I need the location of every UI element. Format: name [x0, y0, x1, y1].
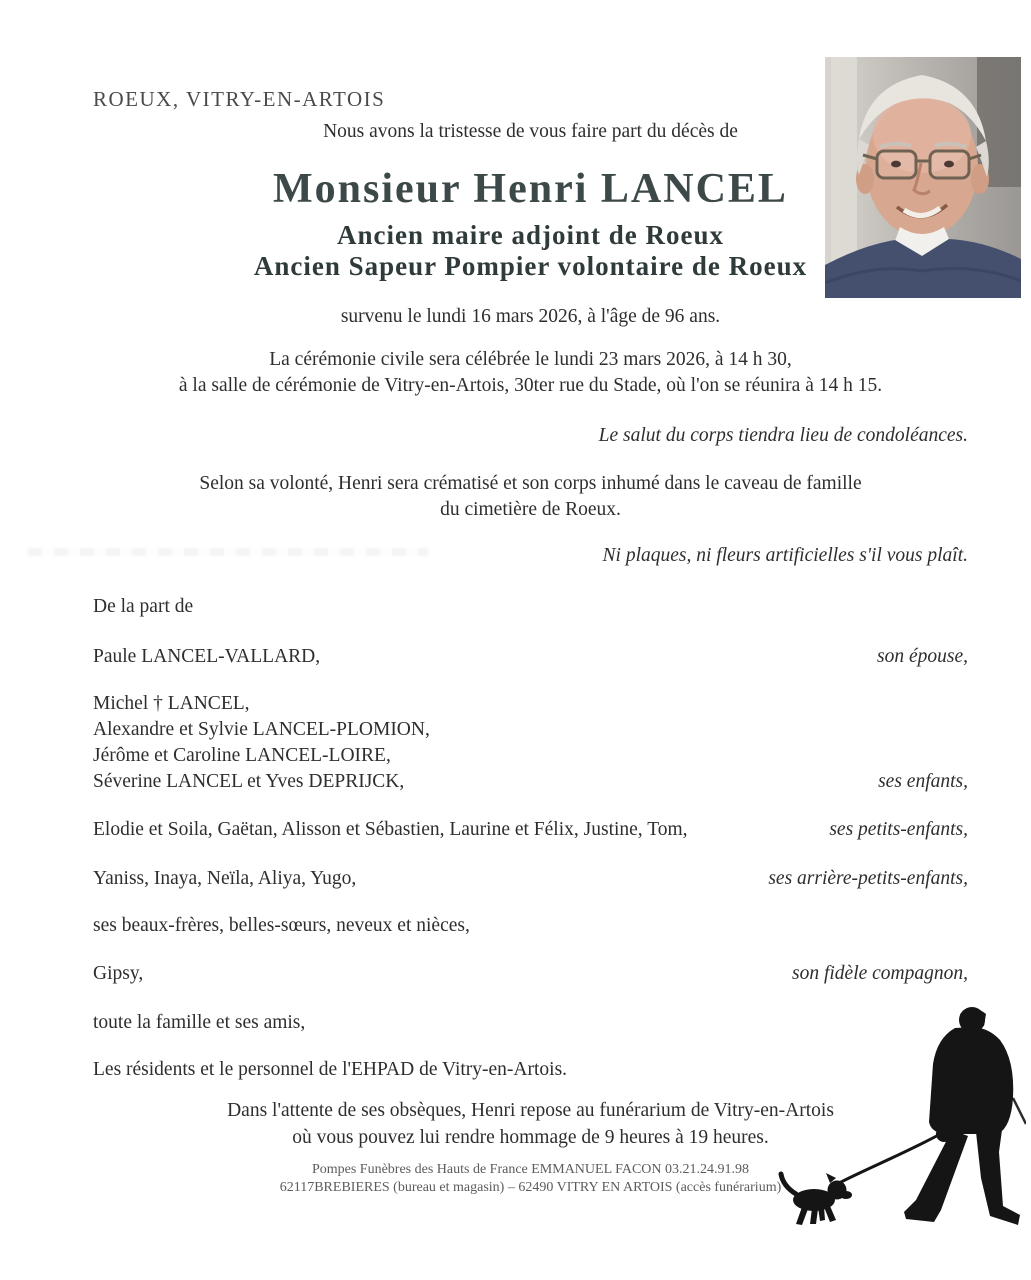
right-eye	[944, 161, 954, 168]
child-line-3: Jérôme et Caroline LANCEL-LOIRE,	[93, 745, 391, 766]
cremation-line-2: du cimetière de Roeux.	[440, 499, 621, 520]
deceased-title-firefighter: Ancien Sapeur Pompier volontaire de Roeux	[253, 251, 808, 281]
in-laws-line: ses beaux-frères, belles-sœurs, neveux et nièces,	[93, 915, 470, 936]
spouse-relation: son épouse,	[877, 646, 968, 667]
ceremony-line-2: à la salle de cérémonie de Vitry-en-Artois, 30ter rue du Stade, où l'on se réunira à 14 h 15.	[178, 375, 883, 396]
child-line-4: Séverine LANCEL et Yves DEPRIJCK,	[93, 771, 405, 792]
man-front-leg	[904, 1130, 968, 1222]
salute-note: Le salut du corps tiendra lieu de condoléances.	[598, 425, 968, 446]
dog-front-leg-2	[818, 1207, 825, 1221]
children-relation: ses enfants,	[878, 771, 968, 792]
no-flowers-note: Ni plaques, ni fleurs artificielles s'il vous plaît.	[602, 545, 968, 566]
funerarium-line-2: où vous pouvez lui rendre hommage de 9 heures à 19 heures.	[292, 1127, 769, 1148]
dog-snout	[840, 1191, 852, 1199]
companion-relation: son fidèle compagnon,	[791, 963, 968, 984]
man-walking-dog-silhouette	[768, 1002, 1026, 1240]
child-line-1: Michel † LANCEL,	[93, 693, 250, 714]
deceased-title-mayor: Ancien maire adjoint de Roeux	[337, 220, 724, 250]
ceremony-line-1: La cérémonie civile sera célébrée le lundi 23 mars 2026, à 14 h 30,	[269, 349, 792, 370]
ehpad-line: Les résidents et le personnel de l'EHPAD de Vitry-en-Artois.	[93, 1059, 568, 1080]
man-coat	[929, 1027, 1013, 1134]
funeral-home-line-1: Pompes Funèbres des Hauts de France EMMANUEL FACON 03.21.24.91.98	[311, 1162, 750, 1177]
family-heading: De la part de	[93, 596, 194, 617]
dog-front-leg-1	[824, 1206, 836, 1222]
deceased-name: Monsieur Henri LANCEL	[273, 166, 788, 212]
intro-sentence: Nous avons la tristesse de vous faire part du décès de	[323, 121, 738, 142]
left-eye	[891, 161, 901, 168]
dog-back-leg-1	[796, 1207, 808, 1225]
cremation-line-1: Selon sa volonté, Henri sera crématisé et son corps inhumé dans le caveau de famille	[199, 473, 862, 494]
scan-artifact-smudge	[28, 548, 428, 556]
dog-tail	[781, 1174, 796, 1194]
spouse-name: Paule LANCEL-VALLARD,	[93, 646, 321, 667]
funeral-home-line-2: 62117BREBIERES (bureau et magasin) – 62490 VITRY EN ARTOIS (accès funérarium)	[279, 1180, 782, 1195]
death-date-line: survenu le lundi 16 mars 2026, à l'âge de 96 ans.	[340, 306, 721, 327]
great-grandchildren-names: Yaniss, Inaya, Neïla, Aliya, Yugo,	[93, 868, 357, 889]
family-friends-line: toute la famille et ses amis,	[93, 1012, 306, 1033]
dog-leash	[839, 1132, 944, 1183]
child-line-2: Alexandre et Sylvie LANCEL-PLOMION,	[93, 719, 430, 740]
portrait-photo	[825, 57, 1021, 298]
great-grandchildren-relation: ses arrière-petits-enfants,	[768, 868, 968, 889]
leash-handle-line	[1013, 1098, 1026, 1124]
funerarium-line-1: Dans l'attente de ses obsèques, Henri repose au funérarium de Vitry-en-Artois	[227, 1100, 834, 1121]
companion-name: Gipsy,	[93, 963, 144, 984]
location-header: ROEUX, VITRY-EN-ARTOIS	[93, 87, 386, 111]
grandchildren-names: Elodie et Soila, Gaëtan, Alisson et Sébastien, Laurine et Félix, Justine, Tom,	[93, 819, 688, 840]
grandchildren-relation: ses petits-enfants,	[829, 819, 968, 840]
man-back-leg	[976, 1130, 1020, 1225]
